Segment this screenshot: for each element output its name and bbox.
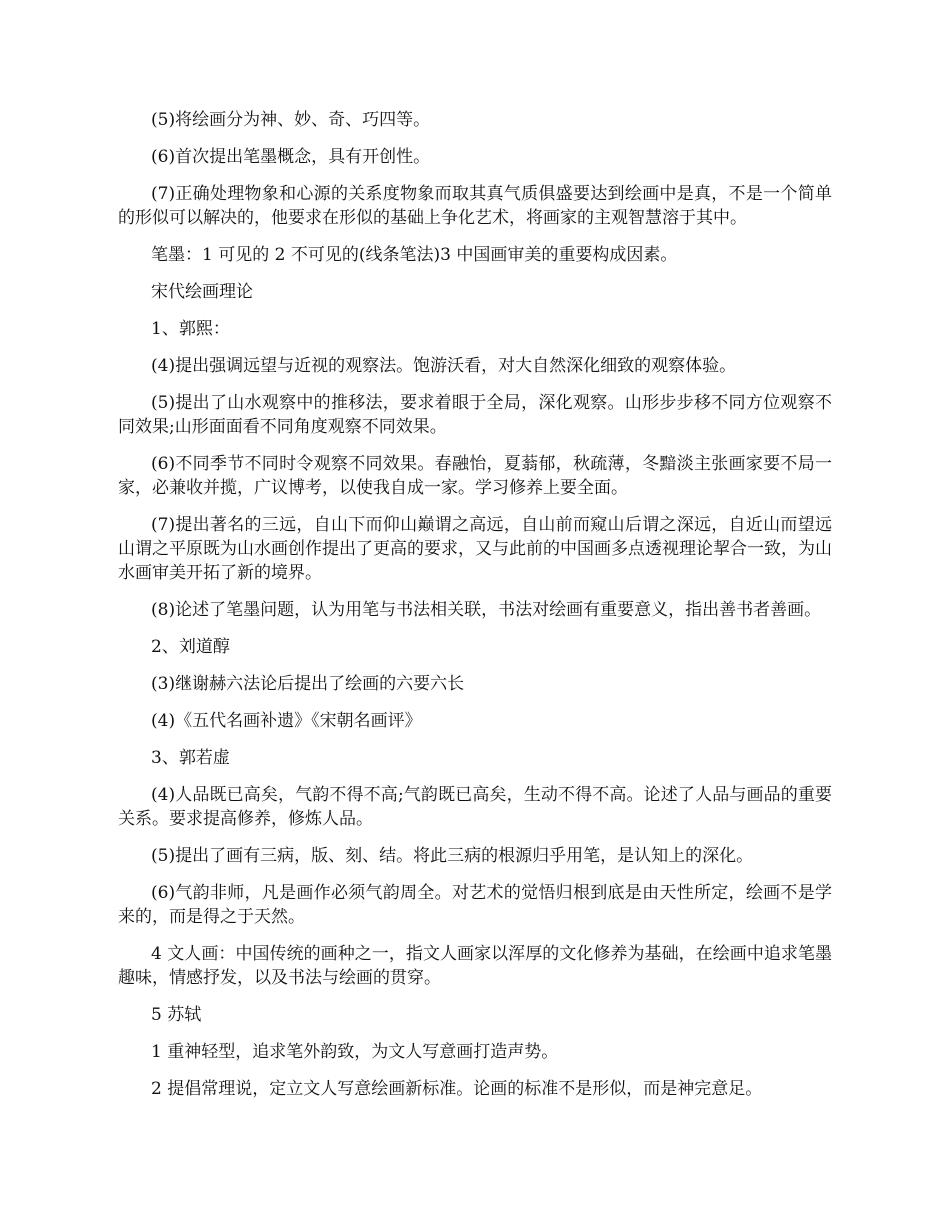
- subheading-guo-xi: 1、郭熙：: [151, 319, 230, 339]
- paragraph-6-bimo-concept: (6)首次提出笔墨概念，具有开创性。: [151, 147, 431, 167]
- paragraph-guoxi-7-three-distances: (7)提出著名的三远，自山下而仰山巅谓之高远，自山前而窥山后谓之深远，自近山而望远山谓之平原既为山水画创作提出了更高的要求，又与此前的中国画多点透视理论挈合一致，为山水画审美开拓了新的境界。: [118, 515, 832, 583]
- subheading-guo-ruoxu: 3、郭若虚: [151, 748, 230, 768]
- subheading-su-shi: 5 苏轼: [151, 1005, 202, 1025]
- paragraph-bimo-definition: 笔墨：1 可见的 2 不可见的(线条笔法)3 中国画审美的重要构成因素。: [151, 245, 678, 265]
- paragraph-guoruoxu-4: (4)人品既已高矣，气韵不得不高;气韵既已高矣，生动不得不高。论述了人品与画品的重要关系。要求提高修养，修炼人品。: [118, 785, 832, 829]
- paragraph-literati-painting: 4 文人画：中国传统的画种之一，指文人画家以浑厚的文化修养为基础，在绘画中追求笔墨趣味，情感抒发，以及书法与绘画的贯穿。: [118, 944, 832, 988]
- paragraph-sushi-1: 1 重神轻型，追求笔外韵致，为文人写意画打造声势。: [151, 1042, 559, 1062]
- paragraph-guoruoxu-6: (6)气韵非师，凡是画作必须气韵周全。对艺术的觉悟归根到底是由天性所定，绘画不是学来的，而是得之于天然。: [118, 883, 832, 927]
- paragraph-7-wuxiang-xinyuan: (7)正确处理物象和心源的关系度物象而取其真气质俱盛要达到绘画中是真，不是一个简单的形似可以解决的，他要求在形似的基础上争化艺术，将画家的主观智慧溶于其中。: [118, 184, 832, 228]
- paragraph-guoruoxu-5: (5)提出了画有三病，版、刻、结。将此三病的根源归乎用笔，是认知上的深化。: [151, 846, 754, 866]
- paragraph-guoxi-6: (6)不同季节不同时令观察不同效果。春融怡，夏蓊郁，秋疏薄，冬黯淡主张画家要不局一家，必兼收并揽，广议博考，以使我自成一家。学习修养上要全面。: [118, 454, 832, 498]
- paragraph-sushi-2: 2 提倡常理说，定立文人写意绘画新标准。论画的标准不是形似，而是神完意足。: [151, 1079, 763, 1099]
- subheading-liu-daochun: 2、刘道醇: [151, 637, 230, 657]
- paragraph-guoxi-8: (8)论述了笔墨问题，认为用笔与书法相关联，书法对绘画有重要意义，指出善书者善画。: [151, 600, 822, 620]
- paragraph-liu-4: (4)《五代名画补遗》《宋朝名画评》: [151, 711, 422, 731]
- paragraph-5-shen-miao: (5)将绘画分为神、妙、奇、巧四等。: [151, 110, 431, 130]
- section-heading-song-theory: 宋代绘画理论: [151, 282, 253, 302]
- paragraph-guoxi-5: (5)提出了山水观察中的推移法，要求着眼于全局，深化观察。山形步步移不同方位观察不同效果;山形面面看不同角度观察不同效果。: [118, 393, 832, 437]
- paragraph-guoxi-4: (4)提出强调远望与近视的观察法。饱游沃看，对大自然深化细致的观察体验。: [151, 356, 737, 376]
- paragraph-liu-3: (3)继谢赫六法论后提出了绘画的六要六长: [151, 674, 465, 694]
